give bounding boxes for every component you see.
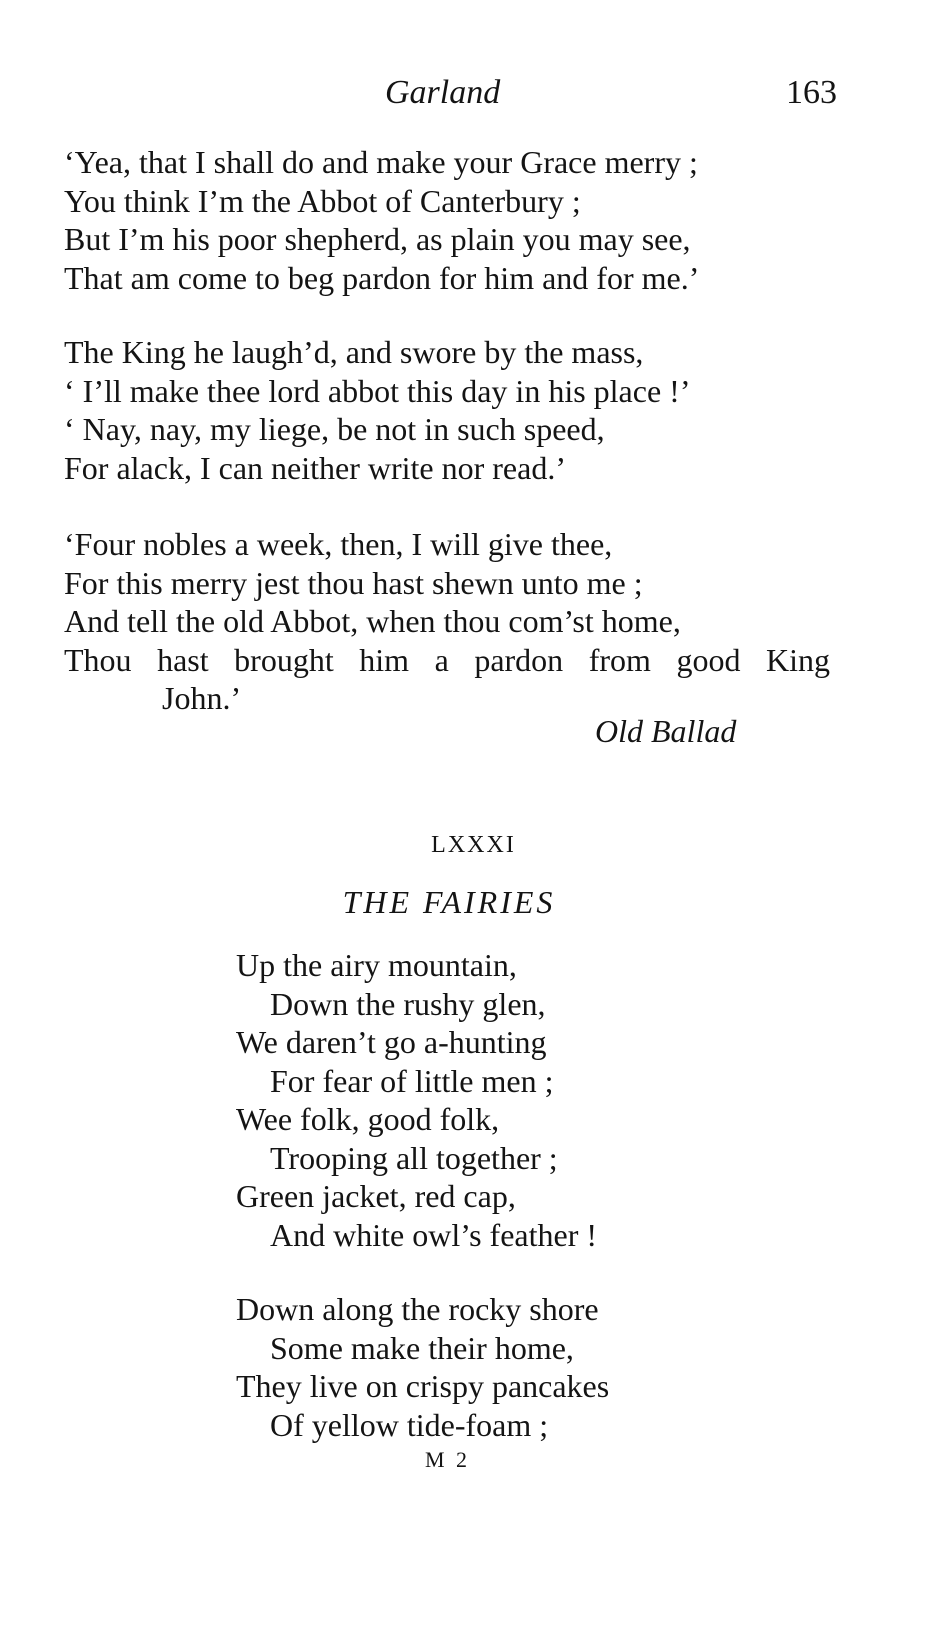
verse-line: That am come to beg pardon for him and for me.’ — [64, 259, 700, 296]
verse-line: And tell the old Abbot, when thou com’st home, — [64, 603, 681, 639]
verse-line: We daren’t go a-hunting — [236, 1024, 547, 1060]
section-number: LXXXI — [431, 832, 516, 858]
page-number: 163 — [786, 74, 837, 111]
verse-line: ‘Four nobles a week, then, I will give thee, — [64, 526, 613, 562]
verse-line: Trooping all together ; — [270, 1139, 558, 1176]
running-head — [0, 70, 947, 120]
verse-line: They live on crispy pancakes — [236, 1368, 610, 1404]
verse-line: Wee folk, good folk, — [236, 1101, 500, 1137]
verse-line: Some make their home, — [270, 1329, 574, 1366]
verse-line: You think I’m the Abbot of Canterbury ; — [64, 182, 581, 219]
verse-line: ‘Yea, that I shall do and make your Grace merry ; — [64, 144, 698, 180]
attribution: Old Ballad — [595, 713, 737, 749]
verse-line: For alack, I can neither write nor read.’ — [64, 449, 566, 486]
verse-line: Thou hast brought him a pardon from good King — [64, 641, 830, 678]
verse-line: For fear of little men ; — [270, 1062, 554, 1099]
verse-line: For this merry jest thou hast shewn unto me ; — [64, 564, 643, 601]
ballad-stanza-3 — [64, 525, 830, 718]
verse-line: Down along the rocky shore — [236, 1291, 599, 1327]
verse-line: The King he laugh’d, and swore by the mass, — [64, 334, 644, 370]
signature-mark: M 2 — [425, 1447, 471, 1472]
ballad-stanza-2 — [64, 333, 690, 487]
verse-line: Up the airy mountain, — [236, 947, 517, 983]
verse-line: ‘ I’ll make thee lord abbot this day in his place !’ — [64, 372, 691, 409]
verse-line: Down the rushy glen, — [270, 985, 546, 1022]
running-title: Garland — [385, 74, 501, 111]
verse-line: And white owl’s feather ! — [270, 1216, 598, 1253]
verse-line: But I’m his poor shepherd, as plain you may see, — [64, 221, 691, 257]
poem-title: THE FAIRIES — [342, 884, 556, 920]
verse-line: Of yellow tide-foam ; — [270, 1406, 549, 1443]
verse-line-turnover: John.’ — [162, 680, 242, 716]
verse-line: ‘ Nay, nay, my liege, be not in such speed, — [64, 411, 605, 447]
ballad-stanza-1 — [64, 143, 699, 297]
fairies-stanza-2 — [236, 1290, 609, 1444]
fairies-stanza-1 — [236, 946, 597, 1254]
verse-line: Green jacket, red cap, — [236, 1178, 516, 1214]
